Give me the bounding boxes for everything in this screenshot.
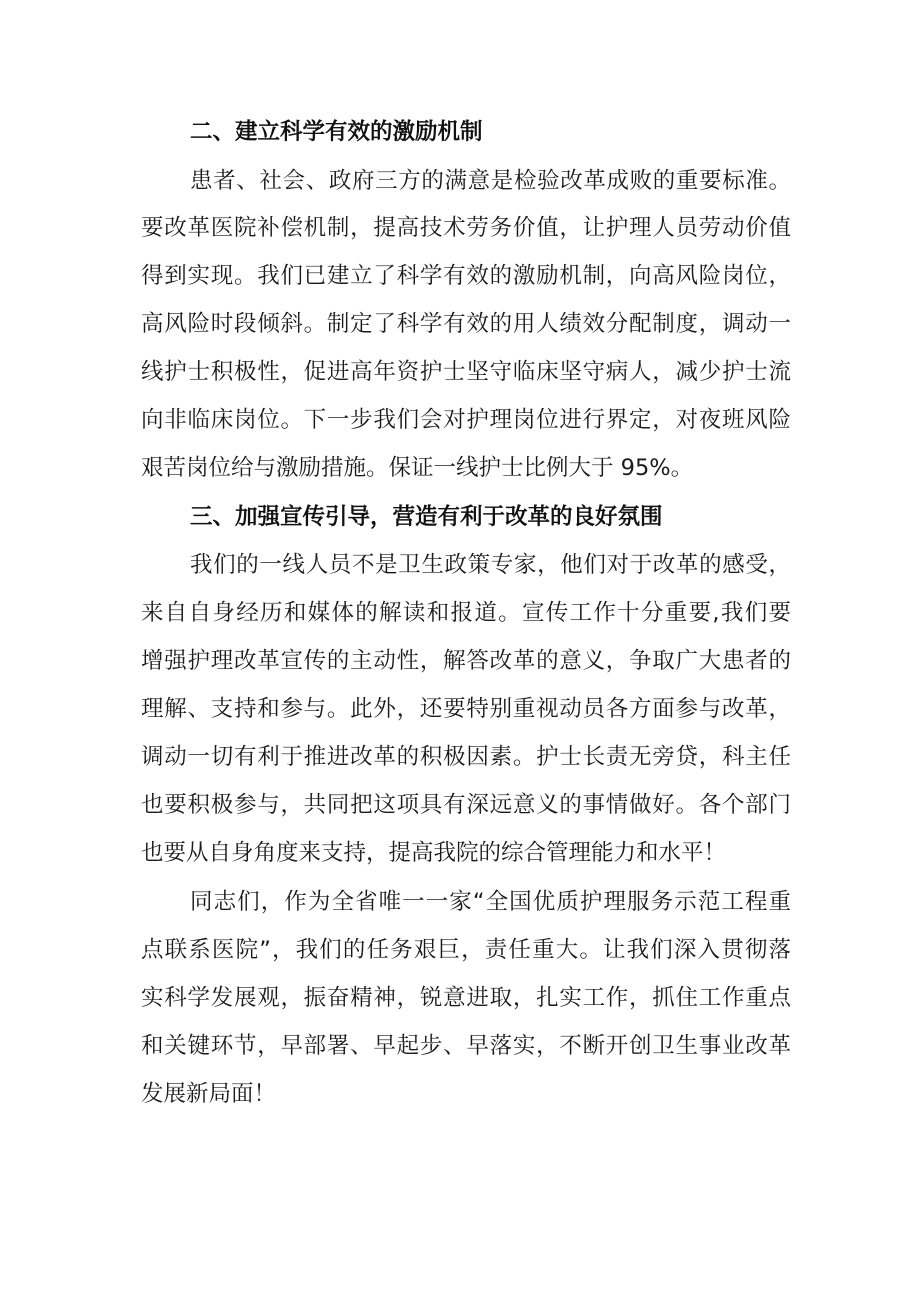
paragraph-line: 向非临床岗位。下一步我们会对护理岗位进行界定，对夜班风险 [141,407,791,433]
section-heading-incentive: 二、建立科学有效的激励机制 [190,119,483,145]
paragraph-line: 也要从自身角度来支持，提高我院的综合管理能力和水平！ [141,840,727,866]
paragraph-line: 调动一切有利于推进改革的积极因素。护士长责无旁贷，科主任 [141,744,791,770]
paragraph-line: 要改革医院补偿机制，提高技术劳务价值，让护理人员劳动价值 [141,215,791,241]
paragraph-line: 线护士积极性，促进高年资护士坚守临床坚守病人，减少护士流 [141,359,791,385]
section-heading-publicity: 三、加强宣传引导，营造有利于改革的良好氛围 [190,504,663,530]
paragraph-line: 来自自身经历和媒体的解读和报道。宣传工作十分重要,我们要 [141,600,791,626]
paragraph-line: 我们的一线人员不是卫生政策专家，他们对于改革的感受， [190,552,791,578]
paragraph-line: 患者、社会、政府三方的满意是检验改革成败的重要标准。 [190,168,791,194]
paragraph-line: 实科学发展观，振奋精神，锐意进取，扎实工作，抓住工作重点 [141,985,791,1011]
paragraph-line: 得到实现。我们已建立了科学有效的激励机制，向高风险岗位， [141,263,791,289]
paragraph-line: 点联系医院”，我们的任务艰巨，责任重大。让我们深入贯彻落 [141,937,791,963]
paragraph-line: 高风险时段倾斜。制定了科学有效的用人绩效分配制度，调动一 [141,311,791,337]
paragraph-line: 和关键环节，早部署、早起步、早落实，不断开创卫生事业改革 [141,1033,791,1059]
paragraph-line: 理解、支持和参与。此外，还要特别重视动员各方面参与改革， [141,696,791,722]
paragraph-line: 艰苦岗位给与激励措施。保证一线护士比例大于 95%。 [141,455,694,481]
paragraph-line: 也要积极参与，共同把这项具有深远意义的事情做好。各个部门 [141,792,791,818]
paragraph-line: 同志们，作为全省唯一一家“全国优质护理服务示范工程重 [190,889,791,915]
paragraph-line: 增强护理改革宣传的主动性，解答改革的意义，争取广大患者的 [141,648,791,674]
paragraph-line: 发展新局面！ [141,1081,277,1107]
